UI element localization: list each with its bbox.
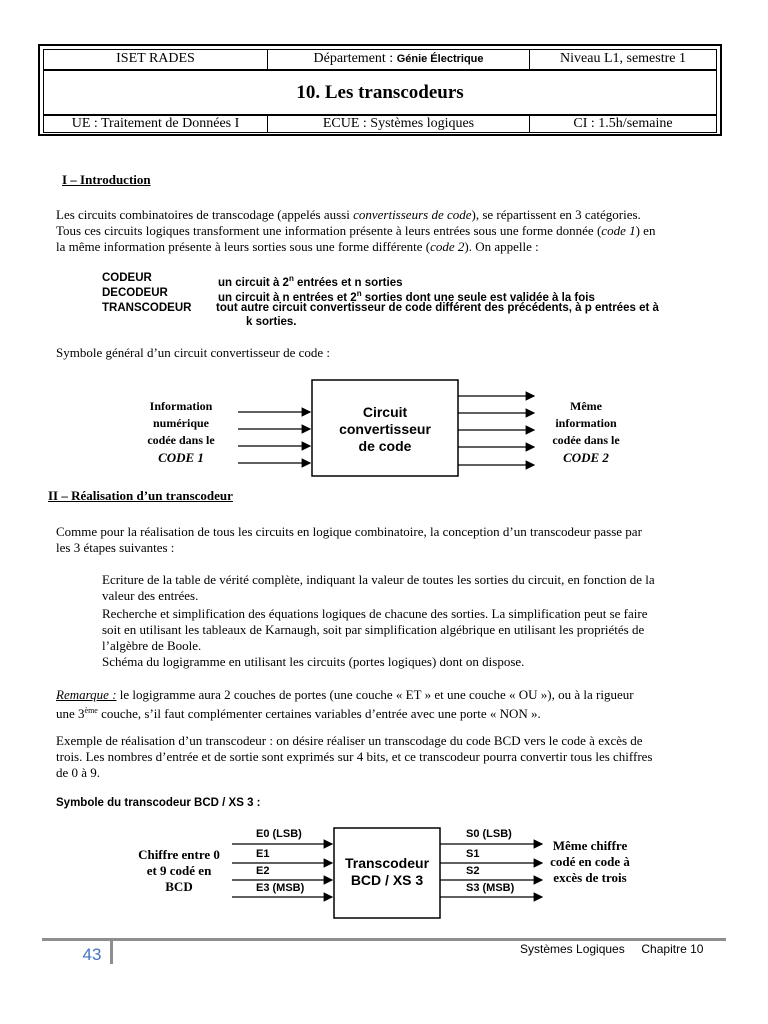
definition-text: sorties dont une seule est validée à la fois [361, 292, 595, 304]
intro-italic: code 1 [601, 223, 636, 238]
header-row-bottom [43, 115, 717, 133]
intro-line-3 [56, 239, 716, 255]
diagram2-output-text: Même chiffre [552, 838, 628, 853]
definition-term: CODEUR [102, 272, 152, 284]
definition-sup: n [356, 289, 362, 298]
output-label-s1: S1 [466, 848, 480, 860]
diagram1-box-label [312, 404, 458, 455]
diagram1-output-text: Même [570, 399, 602, 413]
department-cell [268, 50, 530, 69]
diagram2-input-label [126, 847, 232, 895]
example-text: de 0 à 9. [56, 765, 101, 780]
footer-divider [42, 938, 726, 941]
diagram1-box-text: Circuit [362, 404, 408, 420]
steps-list [102, 572, 716, 670]
step-text: valeur des entrées. [102, 588, 199, 603]
page-number: 43 [82, 945, 102, 964]
step-text: l’algèbre de Boole. [102, 638, 202, 653]
ci-cell: CI : 1.5h/semaine [573, 116, 673, 131]
input-label-e0: E0 (LSB) [256, 828, 302, 840]
step-text: soit en utilisant les tableaux de Karnaugh, soit par simplification algébrique en utilisant les propriétés de [102, 622, 645, 637]
document-title: 10. Les transcodeurs [43, 70, 717, 115]
intro-line-1 [56, 207, 716, 223]
intro-text: la même information présente à leurs sorties sous une forme différente ( [56, 239, 431, 254]
diagram1-input-text: codée dans le [147, 433, 215, 447]
diagram1-box-text: de code [358, 438, 412, 454]
example-text: trois. Les nombres d’entrée et de sortie sont exprimés sur 4 bits, et ce transcodeur pourra convertir tous les chiffres [56, 749, 653, 764]
section2-heading: II – Réalisation d’un transcodeur [48, 488, 233, 503]
intro-text: ), se répartissent en 3 catégories. [471, 207, 641, 222]
department-value: Génie Électrique [396, 53, 484, 65]
step-text: Ecriture de la table de vérité complète, indiquant la valeur de toutes les sorties du circuit, en fonction de la [102, 572, 655, 587]
input-label-e2: E2 [256, 865, 270, 877]
definition-sup: n [288, 274, 294, 283]
definition-text: entrées et n sorties [293, 277, 403, 289]
header-row-top [43, 49, 717, 70]
step-text: Schéma du logigramme en utilisant les circuits (portes logiques) dont on dispose. [102, 654, 525, 669]
intro-line-2 [56, 223, 716, 239]
step-text: Recherche et simplification des équations logiques de chacune des sorties. La simplification peut se faire [102, 606, 648, 621]
diagram2-output-text: codé en code à [550, 854, 630, 869]
remark-text: une 3 [56, 706, 85, 721]
intro-paragraph [56, 207, 716, 255]
definition-text: k sorties. [246, 316, 297, 328]
remark-paragraph [56, 687, 716, 722]
example-paragraph [56, 733, 716, 781]
example-text: Exemple de réalisation d’un transcodeur : on désire réaliser un transcodage du code BCD vers le code à excès de [56, 733, 643, 748]
input-label-e3: E3 (MSB) [256, 882, 305, 894]
level-cell: Niveau L1, semestre 1 [560, 51, 686, 66]
diagram2-input-text: Chiffre entre 0 [138, 847, 220, 862]
diagram1-output-label [536, 398, 636, 466]
intro-text: Les circuits combinatoires de transcodage (appelés aussi [56, 207, 354, 222]
ecue-cell: ECUE : Systèmes logiques [268, 116, 530, 132]
intro-text: ). On appelle : [464, 239, 539, 254]
output-label-s3: S3 (MSB) [466, 882, 515, 894]
intro-text: Tous ces circuits logiques transforment une information présente à leurs entrées sous une forme donnée ( [56, 223, 602, 238]
ue-cell: UE : Traitement de Données I [44, 116, 268, 132]
definition-text: tout autre circuit convertisseur de code différent des précédents, à p entrées et à [216, 302, 659, 314]
remark-sup: ème [84, 706, 98, 715]
header-table [38, 44, 722, 136]
diagram2-output-text: excès de trois [553, 870, 627, 885]
remark-line-1 [56, 687, 716, 703]
footer-chapter: Systèmes Logiques Chapitre 10 [520, 942, 704, 956]
diagram2-box-text: Transcodeur [344, 855, 430, 871]
diagram2-box-label [334, 855, 440, 889]
intro-italic: code 2 [430, 239, 465, 254]
section2-text: les 3 étapes suivantes : [56, 540, 175, 555]
output-label-s0: S0 (LSB) [466, 828, 512, 840]
definition-term: TRANSCODEUR [102, 302, 192, 314]
remark-label: Remarque : [56, 687, 117, 702]
symbol2-heading: Symbole du transcodeur BCD / XS 3 : [56, 797, 261, 809]
output-label-s2: S2 [466, 865, 480, 877]
diagram1-input-label [124, 398, 238, 466]
diagram2-output-label [540, 838, 640, 886]
diagram2-box-text: BCD / XS 3 [350, 872, 424, 888]
intro-heading: I – Introduction [62, 172, 151, 187]
diagram1-input-text: Information [149, 399, 213, 413]
diagram1-output-code: CODE 2 [563, 450, 609, 465]
diagram1-box-text: convertisseur [339, 421, 431, 437]
section2-intro [56, 524, 716, 556]
section2-text: Comme pour la réalisation de tous les circuits en logique combinatoire, la conception d’un transcodeur passe par [56, 524, 642, 539]
diagram1-input-text: numérique [152, 416, 209, 430]
symbol-intro: Symbole général d’un circuit convertisseur de code : [56, 345, 330, 360]
input-label-e1: E1 [256, 848, 270, 860]
definition-term: DECODEUR [102, 287, 168, 299]
department-label: Département : [313, 51, 394, 66]
remark-text: le logigramme aura 2 couches de portes (une couche « ET » et une couche « OU »), ou à la rigueur [116, 687, 634, 702]
definition-text: un circuit à 2 [218, 277, 289, 289]
diagram1-output-text: codée dans le [552, 433, 620, 447]
diagram1-output-text: information [555, 416, 617, 430]
remark-text: couche, s’il faut complémenter certaines variables d’entrée avec une porte « NON ». [97, 706, 541, 721]
diagram2-input-text: BCD [165, 879, 193, 894]
definition-text: un circuit à n entrées et 2 [218, 292, 357, 304]
remark-line-2 [56, 703, 716, 722]
diagram2-input-text: et 9 codé en [146, 863, 212, 878]
intro-italic: convertisseurs de code [353, 207, 472, 222]
institution-cell: ISET RADES [44, 50, 268, 69]
diagram1-input-code: CODE 1 [158, 450, 204, 465]
intro-text: ) en [635, 223, 656, 238]
